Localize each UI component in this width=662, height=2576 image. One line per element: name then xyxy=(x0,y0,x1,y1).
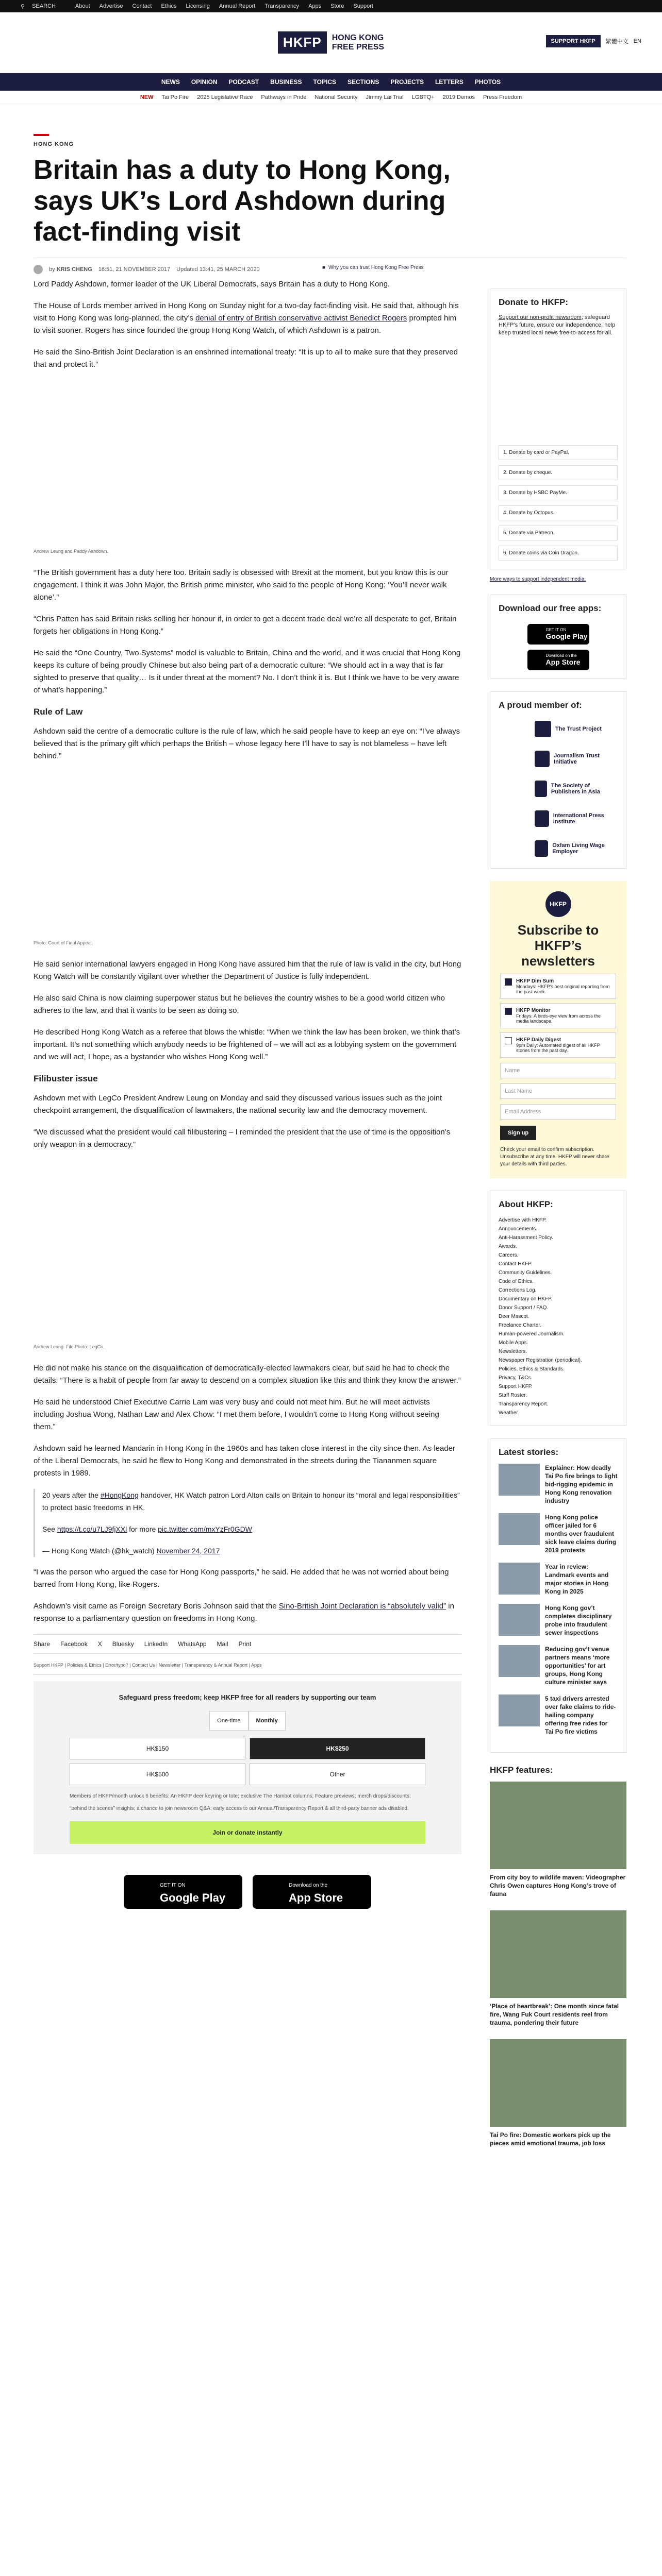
feature-title[interactable]: Tai Po fire: Domestic workers pick up the pieces amid emotional trauma, job loss xyxy=(490,2131,611,2147)
share-print[interactable]: Print xyxy=(238,1640,252,1648)
last-name-field[interactable]: Last Name xyxy=(500,1083,616,1099)
checkbox[interactable] xyxy=(505,1037,512,1044)
list-item[interactable]: Hong Kong gov’t completes disciplinary probe into fraudulent sewer inspections xyxy=(499,1604,618,1637)
paragraph: Ashdown’s visit came as Foreign Secretary Boris Johnson said that the Sino-British Joint Declaration is “absolutely valid” in response to a parliamentary question on freedoms in Hong Kong. xyxy=(34,1602,454,1623)
about-link[interactable]: Contact HKFP. xyxy=(499,1261,533,1267)
about-link[interactable]: Careers. xyxy=(499,1252,519,1258)
subnav-item[interactable]: Pathways in Pride xyxy=(261,94,307,100)
about-link[interactable]: Newsletters. xyxy=(499,1349,527,1354)
amount-option-selected[interactable]: HK$250 xyxy=(250,1738,425,1759)
member-logo[interactable]: The Society of Publishers in Asia xyxy=(535,777,618,800)
top-link[interactable]: Contact xyxy=(132,3,152,9)
top-link[interactable]: Apps xyxy=(308,3,322,9)
feature-title[interactable]: ‘Place of heartbreak’: One month since fatal fire, Wang Fuk Court residents reel from trauma, pondering their future xyxy=(490,2003,619,2026)
published-date: 16:51, 21 NOVEMBER 2017 xyxy=(98,266,171,273)
list-item[interactable]: Hong Kong police officer jailed for 6 months over fraudulent sick leave claims during 2019 protests xyxy=(499,1513,618,1554)
paragraph: “The British government has a duty here too. Britain sadly is obsessed with Brexit at the moment, but you know this is our engagement. I think it was John Major, the British prime minister, who said to the people of Hong Kong: ‘You’ll never walk alone’.” xyxy=(34,568,449,602)
subnav-item[interactable]: LGBTQ+ xyxy=(411,94,435,100)
top-link[interactable]: About xyxy=(75,3,90,9)
subnav-item[interactable]: National Security xyxy=(315,94,358,100)
about-link[interactable]: Awards. xyxy=(499,1244,517,1249)
latest-stories xyxy=(490,1438,626,1753)
feature-image[interactable] xyxy=(490,2039,626,2127)
top-links xyxy=(75,3,373,9)
nav-item[interactable]: PODCAST xyxy=(228,78,259,86)
nav-item[interactable]: NEWS xyxy=(161,78,180,86)
about-link[interactable]: Staff Roster. xyxy=(499,1393,527,1398)
name-field[interactable]: Name xyxy=(500,1063,616,1078)
about-link[interactable]: Documentary on HKFP. xyxy=(499,1296,553,1302)
sign-up-button[interactable]: Sign up xyxy=(500,1126,536,1140)
logo[interactable] xyxy=(278,31,384,54)
tab-one-time[interactable]: One-time xyxy=(209,1711,248,1731)
trust-link[interactable] xyxy=(322,265,424,270)
masthead-actions xyxy=(546,35,641,47)
sidebar xyxy=(490,289,626,2160)
story-thumbnail xyxy=(499,1645,540,1677)
hkfp-badge: HKFP xyxy=(545,891,571,917)
members-box xyxy=(490,691,626,869)
paragraph: He also said China is now claiming superpower status but he believes the country wishes to be a good world citizen who adheres to the law, and that it wants to be seen as doing so. xyxy=(34,994,445,1015)
top-link[interactable]: Transparency xyxy=(264,3,300,9)
paragraph: He said senior international lawyers engaged in Hong Kong have assured him that the rule of law is valid in the city, but Hong Kong Watch will be constantly vigilant over whether the Department of Justice is fully independent. xyxy=(34,960,461,981)
paragraph: Ashdown met with LegCo President Andrew Leung on Monday and said they discussed various issues such as the joint checkpoint arrangement, the disqualification of lawmakers, the national security law and the democracy movement. xyxy=(34,1094,442,1115)
top-link[interactable]: Ethics xyxy=(161,3,177,9)
list-item[interactable]: Reducing gov’t venue partners means ‘more opportunities’ for art groups, Hong Kong culture minister says xyxy=(499,1645,618,1686)
donation-widget xyxy=(34,1681,461,1854)
paragraph: Lord Paddy Ashdown, former leader of the UK Liberal Democrats, says Britain has a duty to Hong Kong. xyxy=(34,280,390,289)
image-caption: Andrew Leung and Paddy Ashdown. xyxy=(34,549,109,554)
more-ways-link[interactable]: More ways to support independent media. xyxy=(490,577,586,582)
app-store-badge[interactable]: Download on the App Store xyxy=(527,650,589,670)
donate-option[interactable]: 1. Donate by card or PayPal. xyxy=(499,445,618,460)
donate-option[interactable]: 5. Donate via Patreon. xyxy=(499,526,618,540)
about-link[interactable]: Human-powered Journalism. xyxy=(499,1331,565,1337)
story-thumbnail xyxy=(499,1604,540,1636)
about-link[interactable]: Freelance Charter. xyxy=(499,1323,541,1328)
about-link[interactable]: Support HKFP. xyxy=(499,1384,533,1389)
updated-date: Updated 13:41, 25 MARCH 2020 xyxy=(176,266,260,273)
paragraph: The House of Lords member arrived in Hong Kong on Sunday night for a two-day fact-finding visit. He said that, although his visit to Hong Kong was long-planned, the city’s denial of entry of British conservative activist Benedict Rogers prompted him to visit sooner. Rogers has since founded the group Hong Kong Watch, of which Ashdown is a patron. xyxy=(34,301,459,335)
donate-heading: Donate to HKFP: xyxy=(499,297,569,307)
subnav-item[interactable]: 2025 Legislative Race xyxy=(197,94,253,100)
support-button[interactable]: SUPPORT HKFP xyxy=(546,35,601,47)
nav-item[interactable]: PROJECTS xyxy=(390,78,424,86)
subnav-item[interactable]: 2019 Demos xyxy=(442,94,475,100)
donate-box: Donate to HKFP: Support our non-profit newsroom; safeguard HKFP’s future, ensure our independence, help keep trusted local news free-to-access for all. 1. Donate by card or PayPal. 2. Donate by cheque. 3. Donate by HSBC PayMe. 4. Donate by Octopus. 5. Donate via Patreon. 6. Donate coins via Coin Dragon. xyxy=(490,289,626,569)
story-thumbnail xyxy=(499,1513,540,1545)
app-store-badges xyxy=(34,1875,461,1909)
about-link[interactable]: Newspaper Registration (periodical). xyxy=(499,1358,582,1363)
member-logo[interactable]: Oxfam Living Wage Employer xyxy=(535,837,618,860)
amount-other[interactable]: Other xyxy=(250,1764,425,1785)
checkbox-checked[interactable] xyxy=(505,978,512,986)
about-link[interactable]: Announcements. xyxy=(499,1226,538,1232)
checkbox-checked[interactable] xyxy=(505,1008,512,1015)
article-image xyxy=(34,772,461,937)
paragraph: He said the “One Country, Two Systems” model is valuable to Britain, China and the world, and it was crucial that Hong Kong keeps its culture of being proudly Chinese but also being part of a democratic culture: “We should act in a way that is far sighted to preserve that quality… Is it under threat at the moment? No. I don’t think it is. But I think we have to be very aware of what’s happening.” xyxy=(34,649,461,694)
logo-name-1: HONG KONG xyxy=(332,33,384,42)
newsletter-option[interactable]: HKFP Monitor Fridays: A birds-eye view from across the media landscape. xyxy=(500,1003,616,1028)
paragraph: Ashdown said he learned Mandarin in Hong Kong in the 1960s and has taken close interest in the city since then. As leader of the Liberal Democrats, he said he flew to Hong Kong and demonstrated in the streets during the Tiananmen square protests in 1989. xyxy=(34,1444,456,1478)
share-linkedin[interactable]: LinkedIn xyxy=(144,1640,168,1648)
share-facebook[interactable]: Facebook xyxy=(60,1640,88,1648)
story-thumbnail xyxy=(499,1464,540,1496)
tweet-pic-link[interactable]: pic.twitter.com/mxYzFr0GDW xyxy=(158,1525,252,1533)
paragraph: He said he understood Chief Executive Carrie Lam was very busy and could not meet him. But he will meet activists including Joshua Wong, Nathan Law and Alex Chow: “I met them before, I wouldn’t come to Hong Kong without seeing them.” xyxy=(34,1398,439,1431)
donation-tabs xyxy=(49,1711,446,1731)
member-logo[interactable]: Journalism Trust Initiative xyxy=(535,748,618,770)
about-box xyxy=(490,1191,626,1426)
nav-item[interactable]: SECTIONS xyxy=(347,78,379,86)
nav-item[interactable]: OPINION xyxy=(191,78,218,86)
logo-name-2: FREE PRESS xyxy=(332,42,385,52)
paragraph: He said the Sino-British Joint Declaration is an enshrined international treaty: “It is up to all to make sure that they preserved that and protect it.” xyxy=(34,348,458,369)
share-label: Share xyxy=(34,1640,51,1648)
paragraph: Ashdown said the centre of a democratic culture is the rule of law, which he said people have to keep an eye on: “I’ve always believed that is the primary gift which perhaps the British – whose legacy here I’ll have to say is not blameless – have left behind.” xyxy=(34,727,460,760)
category-accent xyxy=(34,134,49,136)
about-link[interactable]: Donor Support / FAQ. xyxy=(499,1305,549,1311)
author-name[interactable]: KRIS CHENG xyxy=(56,266,92,273)
paragraph: “Chris Patten has said Britain risks selling her honour if, in order to get a decent trade deal we’re all desperate to get, Britain forgets her obligations in Hong Kong.” xyxy=(34,615,457,636)
paragraph: He described Hong Kong Watch as a referee that blows the whistle: “When we think the law has been broken, we think that’s important. It’s not something which anybody needs to be frightened of – we will act as a lobbying system on the government and we will act, I hope, as a bystander who wishes Hong Kong well.” xyxy=(34,1028,460,1061)
page-title: Britain has a duty to Hong Kong, says UK’s Lord Ashdown during fact-finding visit xyxy=(34,155,451,247)
features-heading: HKFP features: xyxy=(490,1765,553,1775)
apps-heading: Download our free apps: xyxy=(499,603,602,613)
by-label: by xyxy=(49,266,55,273)
logo-mark: HKFP xyxy=(278,31,327,54)
paragraph: “I was the person who argued the case for Hong Kong passports,” he said. He added that he was not worried about being barred from Hong Kong, like Rogers. xyxy=(34,1568,449,1589)
share-whatsapp[interactable]: WhatsApp xyxy=(178,1640,207,1648)
nav-item[interactable]: PHOTOS xyxy=(474,78,501,86)
article-image xyxy=(34,380,461,545)
features-box xyxy=(490,1765,626,2147)
tweet-link[interactable]: https://t.co/u7LJ9fjXXl xyxy=(57,1525,127,1533)
member-perks: Members of HKFP/month unlock 6 benefits: An HKFP deer keyring or tote; exclusive The Hambot columns; Feature previews; merch drops/discounts; “behind the scenes” insights; a chance to join newsroom Q&A; early access to our Annual/Transparency Report & all third-party banner ads disabled. xyxy=(70,1793,411,1811)
nav-item[interactable]: TOPICS xyxy=(313,78,336,86)
member-logo[interactable]: International Press Institute xyxy=(535,807,618,830)
list-item[interactable]: Explainer: How deadly Tai Po fire brings to light bid-rigging epidemic in Hong Kong renovation industry xyxy=(499,1464,618,1505)
about-link[interactable]: Anti-Harassment Policy. xyxy=(499,1235,553,1241)
about-link[interactable]: Policies, Ethics & Standards. xyxy=(499,1366,565,1372)
join-button[interactable]: Join or donate instantly xyxy=(70,1821,425,1844)
donate-image xyxy=(499,337,618,440)
image-caption: Photo: Court of Final Appeal. xyxy=(34,940,93,945)
members-heading: A proud member of: xyxy=(499,700,582,710)
about-link[interactable]: Privacy, T&Cs. xyxy=(499,1375,533,1381)
article-image xyxy=(34,1160,461,1341)
amount-option[interactable]: HK$150 xyxy=(70,1738,245,1759)
about-link[interactable]: Code of Ethics. xyxy=(499,1279,534,1284)
about-link[interactable]: Mobile Apps. xyxy=(499,1340,528,1346)
subnav-item[interactable]: Tai Po Fire xyxy=(161,94,189,100)
embedded-tweet: 20 years after the #HongKong handover, HK Watch patron Lord Alton calls on Britain to honour its “moral and legal responsibilities” to protect basic freedoms in HK. See https://t.co/u7LJ9fjXXl for more pic.twitter.com/mxYzFr0GDW — Hong Kong Watch (@hk_watch) November 24, 2017 xyxy=(34,1489,461,1557)
article-header xyxy=(34,134,461,274)
about-link[interactable]: Community Guidelines. xyxy=(499,1270,552,1276)
trust-label: Why you can trust Hong Kong Free Press xyxy=(328,265,424,270)
donate-option[interactable]: 3. Donate by HSBC PayMe. xyxy=(499,485,618,500)
newsletter-option[interactable]: HKFP Daily Digest 9pm Daily: Automated digest of all HKFP stories from the past day. xyxy=(500,1032,616,1058)
email-field[interactable]: Email Address xyxy=(500,1104,616,1120)
tab-monthly[interactable]: Monthly xyxy=(249,1711,286,1731)
newsletter-fine-print: Check your email to confirm subscription. Unsubscribe at any time. HKFP will never share your details with third parties. xyxy=(500,1147,609,1167)
about-link[interactable]: Advertise with HKFP. xyxy=(499,1217,547,1223)
search-label[interactable]: SEARCH xyxy=(32,3,56,9)
donation-heading: Safeguard press freedom; keep HKFP free for all readers by supporting our team xyxy=(119,1693,376,1701)
nav-item[interactable]: LETTERS xyxy=(435,78,464,86)
inline-link[interactable]: denial of entry of British conservative activist Benedict Rogers xyxy=(195,314,407,323)
inline-link[interactable]: Sino-British Joint Declaration is “absolutely valid” xyxy=(278,1602,446,1611)
tweet-date-link[interactable]: November 24, 2017 xyxy=(156,1547,220,1555)
newsletter-heading: Subscribe to HKFP’s newsletters xyxy=(517,922,599,969)
section-heading: Filibuster issue xyxy=(34,1074,98,1083)
story-thumbnail xyxy=(499,1694,540,1726)
donate-link[interactable]: Support our non-profit newsroom xyxy=(499,314,582,320)
article-footer-links[interactable]: Support HKFP | Policies & Ethics | Error/typo? | Contact Us | Newsletter | Transparency & Annual Report | Apps xyxy=(34,1659,461,1675)
new-badge: NEW xyxy=(140,94,154,100)
google-play-badge[interactable]: GET IT ON Google Play xyxy=(124,1875,242,1909)
top-link[interactable]: Licensing xyxy=(186,3,210,9)
subnav-item[interactable]: Jimmy Lai Trial xyxy=(366,94,404,100)
article-body xyxy=(34,278,461,1909)
category-label[interactable]: HONG KONG xyxy=(34,141,74,147)
paragraph: “We discussed what the president would call filibustering – I reminded the president that the use of time is the opposition’s only weapon in a democracy.” xyxy=(34,1128,451,1149)
newsletter-option[interactable]: HKFP Dim Sum Mondays: HKFP’s best original reporting from the past week. xyxy=(500,974,616,999)
app-store-badge[interactable]: Download on the App Store xyxy=(253,1875,371,1909)
share-x[interactable]: X xyxy=(97,1640,102,1648)
trust-icon: ■ xyxy=(322,265,326,270)
story-thumbnail xyxy=(499,1563,540,1595)
main-nav xyxy=(0,73,662,91)
latest-heading: Latest stories: xyxy=(499,1447,559,1457)
member-logo[interactable]: The Trust Project xyxy=(535,718,618,740)
masthead xyxy=(0,12,662,73)
share-bar xyxy=(34,1634,461,1654)
apps-box xyxy=(490,595,626,679)
donate-option[interactable]: 6. Donate coins via Coin Dragon. xyxy=(499,546,618,561)
amount-options xyxy=(70,1738,425,1785)
image-caption: Andrew Leung. File Photo: LegCo. xyxy=(34,1344,105,1349)
top-link[interactable]: Store xyxy=(330,3,344,9)
search-icon[interactable]: ⚲ xyxy=(21,3,25,10)
donate-option[interactable]: 2. Donate by cheque. xyxy=(499,465,618,480)
hashtag-link[interactable]: #HongKong xyxy=(100,1491,139,1499)
about-link[interactable]: Corrections Log. xyxy=(499,1287,537,1293)
feature-image[interactable] xyxy=(490,1782,626,1869)
share-bluesky[interactable]: Bluesky xyxy=(112,1640,134,1648)
top-link[interactable]: Annual Report xyxy=(219,3,256,9)
top-bar xyxy=(0,0,662,12)
subnav-item[interactable]: Press Freedom xyxy=(483,94,522,100)
feature-title[interactable]: From city boy to wildlife maven: Videographer Chris Owen captures Hong Kong’s trove of fauna xyxy=(490,1874,626,1897)
feature-image[interactable] xyxy=(490,1910,626,1998)
about-heading: About HKFP: xyxy=(499,1199,553,1209)
language-switch[interactable]: 繁體中文 xyxy=(605,39,628,45)
donate-option[interactable]: 4. Donate by Octopus. xyxy=(499,505,618,520)
newsletter-box xyxy=(490,881,626,1178)
nav-item[interactable]: BUSINESS xyxy=(270,78,302,86)
section-heading: Rule of Law xyxy=(34,707,83,717)
google-play-badge[interactable]: GET IT ON Google Play xyxy=(527,624,589,645)
share-mail[interactable]: Mail xyxy=(217,1640,228,1648)
list-item[interactable]: 5 taxi drivers arrested over fake claims to ride-hailing company offering free rides for Tai Po fire victims xyxy=(499,1694,618,1736)
byline xyxy=(34,265,461,274)
edition-switch[interactable]: EN xyxy=(633,38,641,44)
amount-option[interactable]: HK$500 xyxy=(70,1764,245,1785)
about-link[interactable]: Transparency Report. xyxy=(499,1401,549,1407)
paragraph: He did not make his stance on the disqualification of democratically-elected lawmakers clear, but said he had to check the details: “There is a habit of people from far away to descend on a complex situation like this and think they know the answer.” xyxy=(34,1364,461,1385)
list-item[interactable]: Year in review: Landmark events and major stories in Hong Kong in 2025 xyxy=(499,1563,618,1596)
sub-nav xyxy=(0,91,662,104)
about-link[interactable]: Deer Mascot. xyxy=(499,1314,529,1319)
about-link[interactable]: Weather. xyxy=(499,1410,519,1416)
top-link[interactable]: Support xyxy=(353,3,373,9)
top-link[interactable]: Advertise xyxy=(99,3,123,9)
avatar xyxy=(34,265,43,274)
